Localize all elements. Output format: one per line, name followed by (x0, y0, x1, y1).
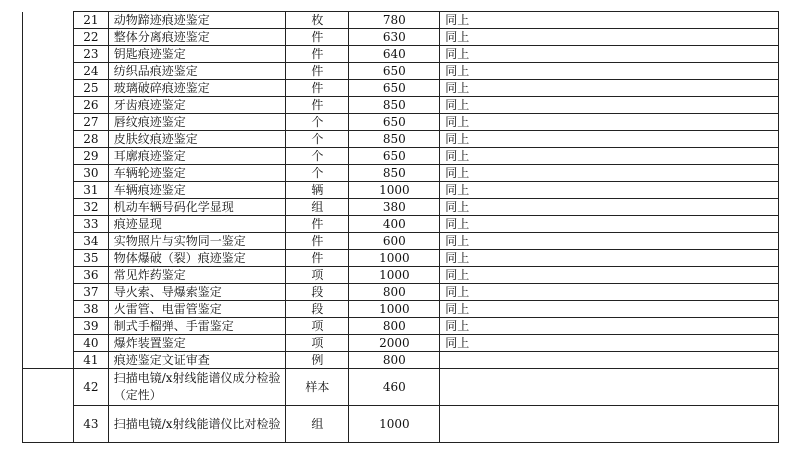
row-number: 22 (74, 29, 109, 46)
row-number: 26 (74, 97, 109, 114)
unit-cell: 项 (286, 335, 349, 352)
price-cell: 2000 (349, 335, 440, 352)
item-name: 车辆轮迹鉴定 (108, 165, 286, 182)
unit-cell: 项 (286, 267, 349, 284)
table-row (23, 131, 779, 148)
row-number: 35 (74, 250, 109, 267)
unit-cell: 个 (286, 148, 349, 165)
note-cell: 同上 (440, 12, 779, 29)
note-cell (440, 406, 779, 443)
row-number: 25 (74, 80, 109, 97)
price-cell: 780 (349, 12, 440, 29)
table-row (23, 12, 779, 29)
table-row (23, 199, 779, 216)
unit-cell: 件 (286, 233, 349, 250)
note-cell: 同上 (440, 97, 779, 114)
row-number: 28 (74, 131, 109, 148)
item-name: 常见炸药鉴定 (108, 267, 286, 284)
unit-cell: 样本 (286, 369, 349, 406)
item-name: 制式手榴弹、手雷鉴定 (108, 318, 286, 335)
category-cell (23, 12, 74, 369)
table-row (23, 97, 779, 114)
table-row (23, 216, 779, 233)
note-cell: 同上 (440, 335, 779, 352)
row-number: 31 (74, 182, 109, 199)
unit-cell: 个 (286, 114, 349, 131)
row-number: 40 (74, 335, 109, 352)
item-name: 物体爆破（裂）痕迹鉴定 (108, 250, 286, 267)
item-name: 动物蹄迹痕迹鉴定 (108, 12, 286, 29)
item-name: 车辆痕迹鉴定 (108, 182, 286, 199)
table-row (23, 29, 779, 46)
item-name: 爆炸装置鉴定 (108, 335, 286, 352)
price-cell: 850 (349, 131, 440, 148)
row-number: 21 (74, 12, 109, 29)
unit-cell: 组 (286, 406, 349, 443)
unit-cell: 组 (286, 199, 349, 216)
price-cell: 850 (349, 165, 440, 182)
note-cell: 同上 (440, 233, 779, 250)
price-cell: 640 (349, 46, 440, 63)
note-cell: 同上 (440, 250, 779, 267)
row-number: 36 (74, 267, 109, 284)
unit-cell: 项 (286, 318, 349, 335)
unit-cell: 件 (286, 216, 349, 233)
unit-cell: 段 (286, 284, 349, 301)
table-row (23, 165, 779, 182)
note-cell: 同上 (440, 199, 779, 216)
note-cell: 同上 (440, 165, 779, 182)
note-cell: 同上 (440, 63, 779, 80)
price-cell: 600 (349, 233, 440, 250)
table-row (23, 46, 779, 63)
price-cell: 800 (349, 318, 440, 335)
table-row (23, 318, 779, 335)
price-cell: 1000 (349, 301, 440, 318)
row-number: 38 (74, 301, 109, 318)
price-cell: 380 (349, 199, 440, 216)
row-number: 42 (74, 369, 109, 406)
row-number: 43 (74, 406, 109, 443)
table-row (23, 267, 779, 284)
fee-table-body (23, 12, 779, 443)
unit-cell: 段 (286, 301, 349, 318)
price-cell: 630 (349, 29, 440, 46)
row-number: 37 (74, 284, 109, 301)
note-cell: 同上 (440, 46, 779, 63)
table-row (23, 335, 779, 352)
table-row (23, 148, 779, 165)
price-cell: 800 (349, 284, 440, 301)
item-name: 唇纹痕迹鉴定 (108, 114, 286, 131)
price-cell: 650 (349, 63, 440, 80)
price-cell: 1000 (349, 267, 440, 284)
item-name: 火雷管、电雷管鉴定 (108, 301, 286, 318)
table-row (23, 284, 779, 301)
row-number: 41 (74, 352, 109, 369)
note-cell (440, 369, 779, 406)
item-name: 纺织品痕迹鉴定 (108, 63, 286, 80)
item-name: 整体分离痕迹鉴定 (108, 29, 286, 46)
item-name: 痕迹显现 (108, 216, 286, 233)
item-name: 皮肤纹痕迹鉴定 (108, 131, 286, 148)
item-name: 导火索、导爆索鉴定 (108, 284, 286, 301)
table-row (23, 182, 779, 199)
row-number: 27 (74, 114, 109, 131)
unit-cell: 件 (286, 46, 349, 63)
note-cell: 同上 (440, 267, 779, 284)
price-cell: 1000 (349, 406, 440, 443)
row-number: 24 (74, 63, 109, 80)
note-cell: 同上 (440, 148, 779, 165)
item-name: 扫描电镜/x射线能谱仪比对检验 (108, 406, 286, 443)
price-cell: 850 (349, 97, 440, 114)
note-cell: 同上 (440, 284, 779, 301)
item-name: 玻璃破碎痕迹鉴定 (108, 80, 286, 97)
note-cell: 同上 (440, 29, 779, 46)
note-cell: 同上 (440, 131, 779, 148)
note-cell: 同上 (440, 301, 779, 318)
note-cell: 同上 (440, 114, 779, 131)
table-row (23, 352, 779, 369)
price-cell: 650 (349, 114, 440, 131)
row-number: 34 (74, 233, 109, 250)
price-cell: 1000 (349, 250, 440, 267)
table-row (23, 233, 779, 250)
table-row (23, 250, 779, 267)
table-row (23, 114, 779, 131)
row-number: 23 (74, 46, 109, 63)
category-cell (23, 369, 74, 443)
price-cell: 460 (349, 369, 440, 406)
item-name: 牙齿痕迹鉴定 (108, 97, 286, 114)
unit-cell: 件 (286, 250, 349, 267)
item-name: 机动车辆号码化学显现 (108, 199, 286, 216)
unit-cell: 例 (286, 352, 349, 369)
table-row (23, 301, 779, 318)
row-number: 39 (74, 318, 109, 335)
price-cell: 400 (349, 216, 440, 233)
table-row (23, 406, 779, 443)
table-row (23, 369, 779, 406)
price-cell: 650 (349, 148, 440, 165)
unit-cell: 个 (286, 165, 349, 182)
note-cell: 同上 (440, 318, 779, 335)
row-number: 29 (74, 148, 109, 165)
table-row (23, 63, 779, 80)
unit-cell: 件 (286, 80, 349, 97)
price-cell: 800 (349, 352, 440, 369)
row-number: 33 (74, 216, 109, 233)
item-name: 耳廓痕迹鉴定 (108, 148, 286, 165)
unit-cell: 个 (286, 131, 349, 148)
unit-cell: 辆 (286, 182, 349, 199)
row-number: 30 (74, 165, 109, 182)
fee-table (22, 11, 779, 443)
item-name: 痕迹鉴定文证审查 (108, 352, 286, 369)
price-cell: 1000 (349, 182, 440, 199)
note-cell: 同上 (440, 80, 779, 97)
unit-cell: 件 (286, 97, 349, 114)
table-row (23, 80, 779, 97)
item-name: 实物照片与实物同一鉴定 (108, 233, 286, 250)
unit-cell: 件 (286, 63, 349, 80)
note-cell (440, 352, 779, 369)
row-number: 32 (74, 199, 109, 216)
item-name: 钥匙痕迹鉴定 (108, 46, 286, 63)
note-cell: 同上 (440, 182, 779, 199)
item-name: 扫描电镜/x射线能谱仪成分检验（定性） (108, 369, 286, 406)
unit-cell: 件 (286, 29, 349, 46)
unit-cell: 枚 (286, 12, 349, 29)
price-cell: 650 (349, 80, 440, 97)
note-cell: 同上 (440, 216, 779, 233)
